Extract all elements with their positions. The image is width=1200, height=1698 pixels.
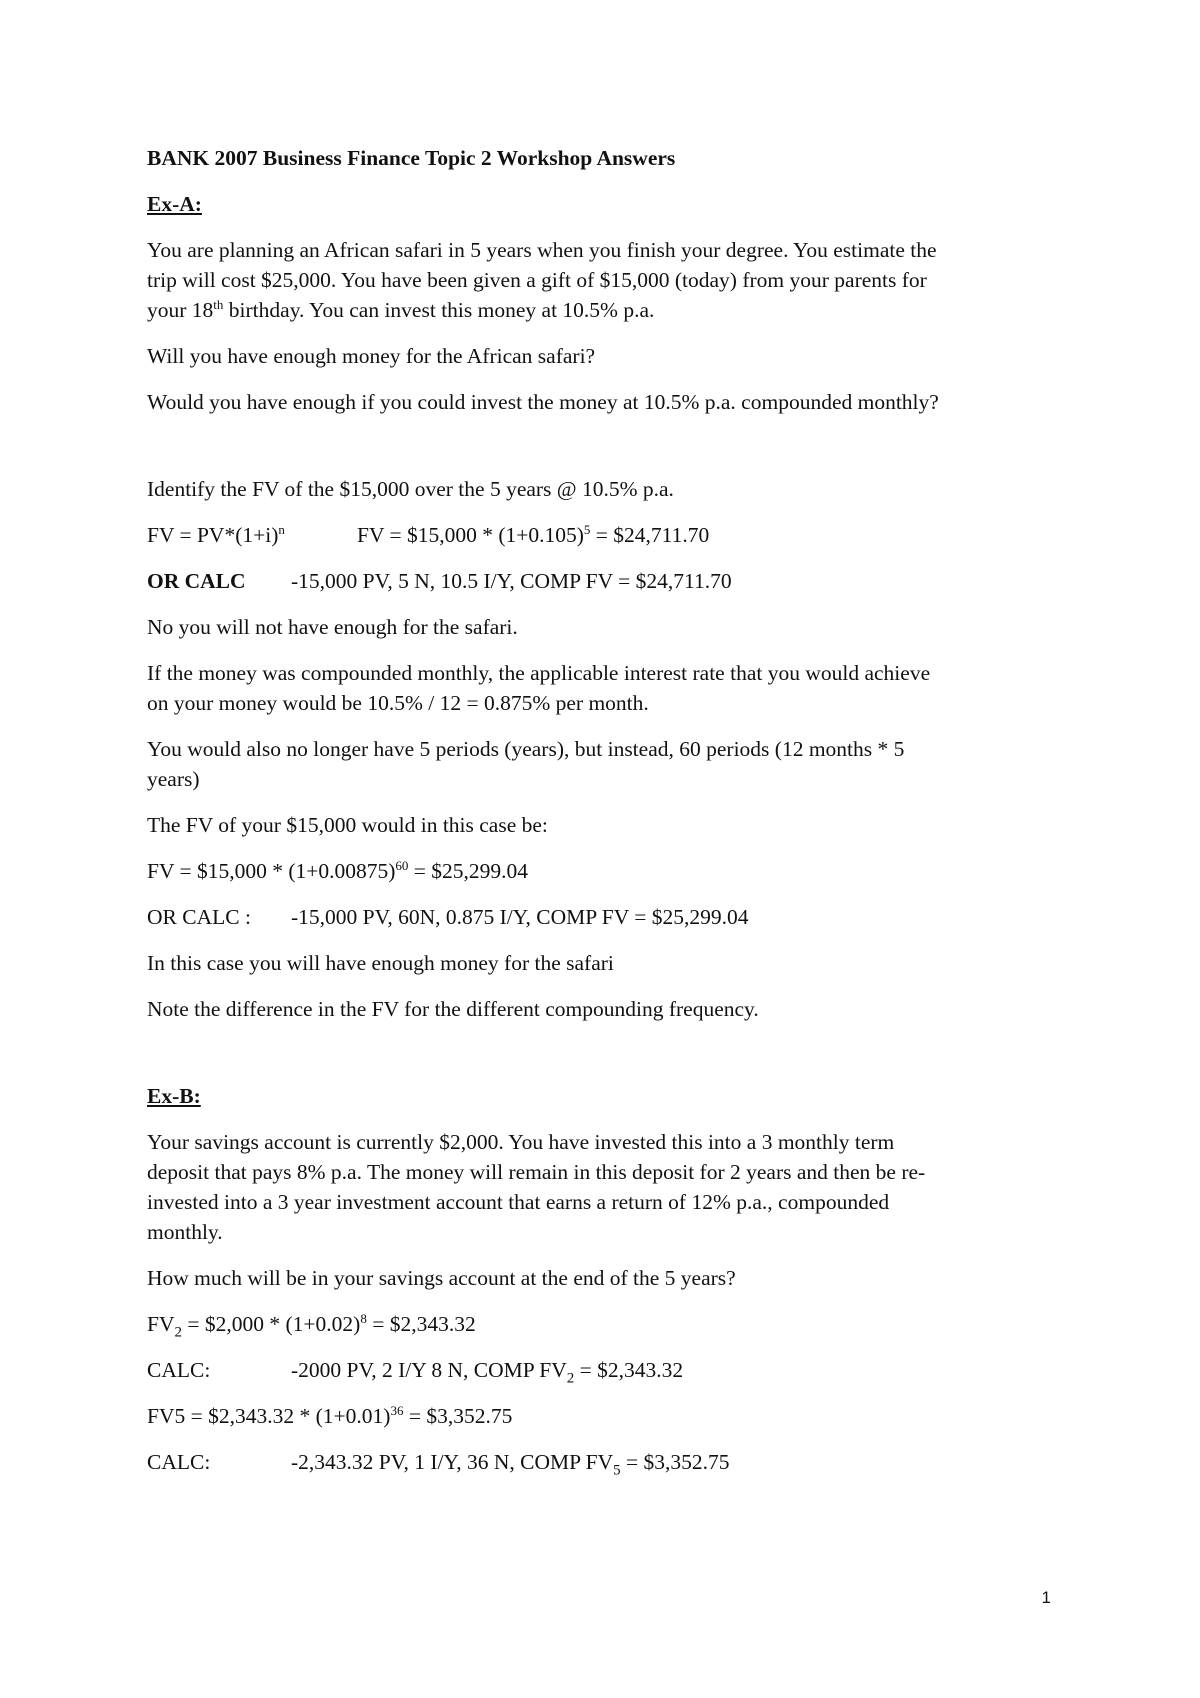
ex-a-question-monthly: Would you have enough if you could invest the money at 10.5% p.a. compounded monthly? [147, 390, 939, 414]
text-segment: FV [147, 1312, 175, 1336]
ex-a-monthly-rate [147, 658, 1067, 718]
ex-a-identify-fv: Identify the FV of the $15,000 over the 5 years @ 10.5% p.a. [147, 477, 674, 501]
ex-b-question-line-4: monthly. [147, 1220, 223, 1244]
ex-a-monthly-rate-line-1: If the money was compounded monthly, the applicable interest rate that you would achieve [147, 661, 931, 685]
calc-label: CALC: [147, 1450, 211, 1474]
ex-a-monthly-rate-line-2: on your money would be 10.5% / 12 = 0.875% per month. [147, 691, 649, 715]
superscript: 60 [395, 857, 409, 873]
text-segment: birthday. You can invest this money at 10.5% p.a. [223, 298, 655, 322]
superscript: th [213, 296, 224, 312]
ex-b-formula-fv5 [147, 1401, 1067, 1431]
subscript: 2 [566, 1370, 575, 1387]
calc-label: OR CALC : [147, 905, 251, 929]
text-segment: FV5 = $2,343.32 * (1+0.01) [147, 1404, 391, 1428]
superscript: 8 [360, 1310, 367, 1326]
document-body [147, 143, 1067, 1493]
ex-a-fv-intro: The FV of your $15,000 would in this case be: [147, 813, 548, 837]
ex-a-answer-not-enough: No you will not have enough for the safari. [147, 615, 518, 639]
ex-a-heading: Ex-A: [147, 192, 202, 216]
ex-a-periods-line-1: You would also no longer have 5 periods (years), but instead, 60 periods (12 months * 5 [147, 737, 905, 761]
text-segment: = $2,343.32 [366, 1312, 476, 1336]
ex-b-question-total: How much will be in your savings account at the end of the 5 years? [147, 1266, 736, 1290]
ex-a-answer-enough: In this case you will have enough money for the safari [147, 951, 614, 975]
calc-steps: -15,000 PV, 5 N, 10.5 I/Y, COMP FV = $24,711.70 [291, 569, 732, 593]
formula-general [147, 520, 357, 550]
ex-b-question-line-2: deposit that pays 8% p.a. The money will remain in this deposit for 2 years and then be re- [147, 1160, 926, 1184]
subscript: 5 [613, 1462, 621, 1479]
ex-a-calc-monthly [147, 902, 1067, 932]
ex-b-question-line-1: Your savings account is currently $2,000. You have invested this into a 3 monthly term [147, 1130, 895, 1154]
text-segment: your 18 [147, 298, 214, 322]
ex-b-calc-fv2 [147, 1355, 1067, 1385]
calc-steps: -15,000 PV, 60N, 0.875 I/Y, COMP FV = $25,299.04 [291, 905, 749, 929]
ex-b-heading: Ex-B: [147, 1084, 201, 1108]
ex-a-note: Note the difference in the FV for the different compounding frequency. [147, 997, 759, 1021]
superscript: n [278, 521, 285, 537]
text-segment: = $2,000 * (1+0.02) [181, 1312, 361, 1336]
ex-a-formula-fv [147, 520, 1067, 550]
ex-a-question-enough: Will you have enough money for the African safari? [147, 344, 596, 368]
ex-a-periods [147, 734, 1067, 794]
ex-a-question-line-3 [147, 295, 1067, 325]
text-segment: = $24,711.70 [590, 523, 710, 547]
document-title: BANK 2007 Business Finance Topic 2 Workshop Answers [147, 146, 676, 170]
ex-a-calc-annual [147, 566, 1067, 596]
superscript: 5 [583, 521, 591, 537]
subscript: 2 [174, 1324, 182, 1341]
calc-label: CALC: [147, 1358, 211, 1382]
text-segment: = $2,343.32 [574, 1358, 684, 1382]
ex-b-question-line-3: invested into a 3 year investment account that earns a return of 12% p.a., compounded [147, 1190, 890, 1214]
text-segment: -2000 PV, 2 I/Y 8 N, COMP FV [291, 1358, 567, 1382]
ex-a-formula-monthly [147, 856, 1067, 886]
ex-b-calc-fv5 [147, 1447, 1067, 1477]
ex-a-periods-line-2: years) [147, 767, 200, 791]
ex-a-question-line-2: trip will cost $25,000. You have been given a gift of $15,000 (today) from your parents for [147, 268, 927, 292]
ex-a-question [147, 235, 1067, 325]
calc-label: OR CALC [147, 569, 246, 593]
text-segment: FV = PV*(1+i) [147, 523, 279, 547]
text-segment: = $25,299.04 [408, 859, 529, 883]
text-segment: FV = $15,000 * (1+0.105) [357, 523, 584, 547]
formula-worked [357, 523, 709, 547]
text-segment: -2,343.32 PV, 1 I/Y, 36 N, COMP FV [291, 1450, 614, 1474]
text-segment: = $3,352.75 [620, 1450, 730, 1474]
superscript: 36 [390, 1402, 404, 1418]
text-segment: = $3,352.75 [403, 1404, 513, 1428]
ex-a-question-line-1: You are planning an African safari in 5 years when you finish your degree. You estimate the [147, 238, 937, 262]
ex-b-formula-fv2 [147, 1309, 1067, 1339]
text-segment: FV = $15,000 * (1+0.00875) [147, 859, 396, 883]
page-number: 1 [1041, 1588, 1051, 1607]
ex-b-question [147, 1127, 1067, 1247]
